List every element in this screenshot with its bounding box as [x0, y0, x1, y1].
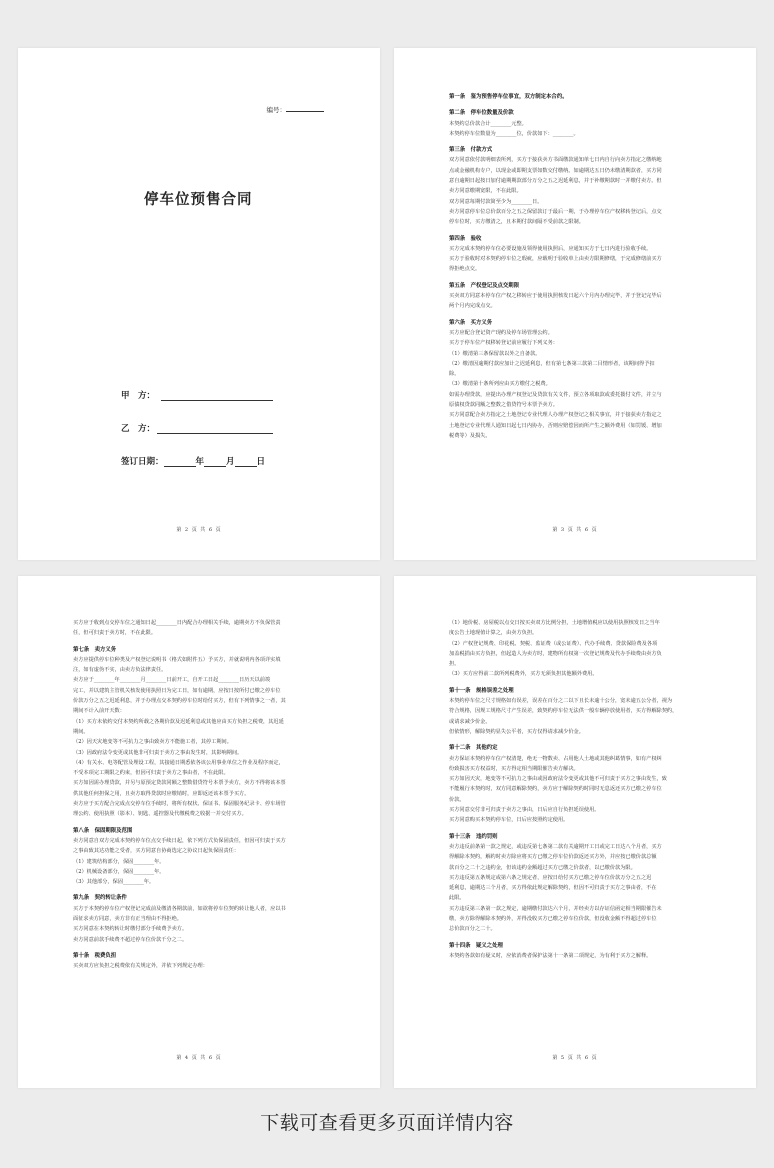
clause-text: 买方违反第五条规定或第六条之规定者，应按日给付买方已缴之停车位价款万分之五之迟: [449, 874, 652, 881]
clause-text: 之事由致其达功能之受者，买方同意自协商选定之协议日起负保固责任：: [73, 848, 240, 855]
clause-text: 买方应配合登记资产现约及停车场管理公约。: [449, 329, 553, 336]
clause-text: （1）买方未依约交付本契约所载之各期价款及迟延利息或其他应由买方负担之税费，其迟延: [73, 718, 284, 725]
clause-text: 此限。: [449, 895, 465, 902]
clause-text: （3）其他部分，保固________年。: [73, 879, 155, 886]
clause-text: 卖方违反前条第一款之规定，或违反第七条第二款有关逾期开工日或完工日达八个月者，买方: [449, 843, 662, 850]
clause-text: 本契约停车位数量为________位，价款如下：________。: [449, 130, 579, 137]
clause-text: 买方于验收时对本契约停车位之瑕疵，应载明于验收单上由卖方限期修缮，于完成修缮前买方: [449, 256, 662, 263]
month-label: 月: [226, 457, 235, 467]
clause-heading: 第十条 税费负担: [73, 952, 117, 959]
clause-text: 卖方同意前款手续费不超过停车位价款千分之二。: [73, 936, 188, 943]
clause-text: 本契约停车位之尺寸规格如有误差，误差在百分之二以下且长未逾十公分，宽未逾五公分者，视为: [449, 698, 673, 705]
clause-text: 土地登记专业代理人通知日起七日内协办，否则应赔偿因而所产生之额外费用（如罚锾、增加: [449, 422, 662, 429]
clause-text: 延利息，逾期达三个月者，买方得依此规定解除契约，但因不可归责于买方之事由者，不在: [449, 885, 657, 892]
page-number: 第 3 页 共 6 页: [552, 527, 598, 533]
serial-blank: [286, 111, 324, 112]
clause-text: 注，如有虚伪不实，由卖方负法律责任。: [73, 667, 167, 674]
clause-text: 买方同意交付非可归责于卖方之事由，日后应自行负担延误使用。: [449, 807, 600, 814]
clause-text: 不能履行本契约时，双方同意解除契约，卖方应于解除契约时同时无息返还买方已缴之停车位: [449, 786, 662, 793]
clause-text: 卖方同意停车位总价款百分之五之保留款订于最后一期，于办理停车位产权移转登记后，点交: [449, 208, 662, 215]
clause-text: 卖方保证本契约停车位产权清楚，绝无一物数卖、占用他人土地或其他纠葛情事，如有产权纠: [449, 755, 662, 762]
page-number: 第 4 页 共 6 页: [176, 1055, 222, 1061]
clause-heading: 第五条 产权登记及点交期限: [449, 282, 520, 289]
year-blank: [164, 458, 196, 467]
party-b-row: [121, 422, 273, 434]
clause-text: 买方同意在本契约转让时缴付部分手续费予卖方。: [73, 926, 188, 933]
clause-text: （2）产权登记规费、印花税、契税、监证费（或公证费）、代办手续费、贷款保险费及各项: [449, 640, 658, 647]
serial-number-field: [267, 105, 325, 114]
clause-text: 意自逾期日起按日加付逾期期款部分万分之五之迟延利息，并于补缴期款时一并缴付卖方。但: [449, 178, 662, 185]
clause-heading: 第十四条 疑义之处理: [449, 942, 503, 949]
clause-text: （4）有关水、电等配管及埋设工程，其接通日期悉依各该公用事业单位之作业及程序而定，: [73, 759, 284, 766]
clause-text: 买方同意购买本契约停车位，日后应按照约定使用。: [449, 817, 569, 824]
clause-text: 双方同意依付款明细表所列，买方于接获卖方书面缴款通知单七日内自行向卖方指定之缴纳地: [449, 157, 662, 164]
clause-text: 理公约、使用执照（影本）、钥匙、遥控器及代缴税费之收据一并交付买方。: [73, 811, 247, 818]
party-b-label: 乙 方：: [121, 424, 156, 434]
clause-text: 买方应于收到点交停车位之通知日起________日内配合办理相关手续，逾期卖方不负保管责: [73, 620, 281, 626]
clause-heading: 第六条 买方义务: [449, 319, 493, 326]
clause-text: 价款万分之五之迟延利息，并于办理点交本契约停车位时给付买方，但有下列情事之一者，其: [73, 698, 286, 705]
party-a-blank: [161, 392, 273, 401]
clause-text: 买卖双方同意本停车位产权之移转应于使用执照核发日起六个月内办理完毕，并于登记完毕后: [449, 293, 662, 300]
clause-text: （2）因天灾地变等不可抗力之事由致卖方不能施工者，其停工期间。: [73, 739, 232, 746]
clause-heading: 第二条 停车位数量及价款: [449, 110, 514, 117]
clause-text: 面征求卖方同意，卖方非有正当理由不得拒绝。: [73, 916, 182, 923]
clause-text: 买卖双方应负担之税费依有关规定外，并依下列规定办理：: [73, 963, 208, 970]
clause-heading: 第四条 验收: [449, 235, 482, 242]
clause-text: 卖方应提供停车位种类及产权登记说明书（格式如附件五）予买方，并就说明内各项详实填: [73, 656, 281, 663]
clause-text: 买方于本契约停车位产权登记完成前及缴清各期款前，如欲将停车位契约转让他人者，应以书: [73, 905, 286, 912]
clause-text: 任，但可归责于卖方时，不在此限。: [73, 630, 157, 637]
contract-page-4: [18, 576, 380, 1088]
clause-text: 双方同意每期付款简至少为________日。: [449, 198, 543, 205]
year-label: 年: [195, 457, 205, 467]
clause-text: 得解除本契约，解约时卖方除应将买方已缴之停车位价款返还买方外，并应按已缴价款总额: [449, 854, 657, 861]
clause-text: （3）买方应得前二款所列税费外，买方无须负担其他额外费用。: [449, 671, 598, 678]
sign-date-label: 签订日期：: [121, 457, 164, 467]
clause-text: 符合规格，因规工规格尺寸产生误差，致契约停车位无法供一般车辆停放使用者，买方得解除契约，: [449, 708, 678, 715]
clause-text: 买方同意配合卖方指定之土地登记专业代理人办理产权登记之相关事宜，并于接获卖方指定之: [449, 412, 662, 419]
clause-text: 缴，卖方除得解除本契约外，并得没收买方已缴之停车位价款，但没收金额不得超过停车位: [449, 916, 657, 923]
clause-text: 卖方应于买方配合完成点交停车位手续时，将所有权状、保证书、保固服务纪录卡、停车场管: [73, 801, 286, 808]
contract-cover-page: [18, 48, 380, 560]
clause-text: 不受本项完工期限之约束，但因可归责于卖方之事由者，不在此限。: [73, 770, 229, 777]
clause-text: 两个月内完成点交。: [449, 303, 496, 310]
clause-text: 本契约总价款合计________元整。: [449, 120, 527, 127]
clause-text: 除。: [449, 371, 460, 378]
contract-page-3: [394, 48, 756, 560]
sign-date-row: [121, 455, 265, 467]
clause-text: 停车位时，买方缴清之，且本期付款间隔不受前款之限制。: [449, 219, 584, 226]
party-b-blank: [157, 425, 273, 434]
clause-heading: 第一条 鉴为预售停车位事宜，双方制定本合约。: [449, 94, 568, 100]
clause-text: （2）缴清因逾期付款应加计之迟延利息，但有第七条第三款第二目情形者，该期间得予扣: [449, 360, 655, 367]
clause-text: 卖方同意缴期宽限，不在此限。: [449, 188, 522, 195]
clause-text: （1）缴清第三条保留款以外之自备款。: [449, 350, 541, 357]
clause-heading: 第九条 契约转让条件: [73, 895, 127, 902]
page-body: [449, 618, 702, 961]
clause-heading: 第七条 卖方义务: [73, 646, 117, 653]
clause-text: 期间。: [73, 728, 89, 735]
clause-text: 纷致损害买方权益时，买方得定相当期限催告卖方解决。: [449, 765, 579, 772]
clause-heading: 第八条 保固期限及范围: [73, 827, 133, 834]
clause-text: 买方完成本契约停车位必要设施及领得使用执照后，应通知买方于七日内进行验收手续。: [449, 245, 652, 252]
clause-text: 供其他任何担保之用，且卖方取得贷款时应缴销时，应即返还该本票予买方。: [73, 790, 250, 797]
clause-heading: 第十三条 违约罚则: [449, 833, 498, 840]
clause-heading: 第十一条 规格误差之处理: [449, 687, 514, 694]
download-more-caption[interactable]: 下载可查看更多页面详情内容: [260, 1112, 514, 1134]
serial-label: 编号：: [266, 106, 286, 114]
clause-text: 但依情形，解除契约显失公平者，买方仅得请求减少价金。: [449, 728, 584, 735]
clause-text: 点或金融机构专户，以现金或即期支票如数交付缴纳。如逾期达五日仍未缴清期款者，买方同: [449, 167, 662, 174]
clause-heading: 第三条 付款方式: [449, 147, 493, 154]
clause-text: （3）因政府法令变更或其他非可归责于卖方之事由发生时，其影响期间。: [73, 749, 243, 756]
clause-text: 本契约各款如有疑义时，应依消费者保护法第十一条第二项规定，为有利于买方之解释。: [449, 952, 652, 959]
clause-text: 期间不计入前开天数：: [73, 708, 125, 715]
clause-text: 卖方应于________年________月________日前开工，自开工日起________日历天以前竣: [73, 677, 271, 684]
day-blank: [235, 458, 257, 467]
page-number: 第 5 页 共 6 页: [552, 1055, 598, 1061]
clause-text: 总价款百分之二十。: [449, 926, 496, 933]
clause-text: 税费等）及损失。: [449, 432, 491, 439]
clause-text: 完工，并以建筑主管机关核发使用执照日为完工日，如有逾期，应按日按所付已缴之停车位: [73, 687, 281, 694]
clause-text: 买方违反第三条第一款之规定，逾期缴付款达六个月，并经卖方以存证信函定相当期限催告未: [449, 905, 662, 912]
clause-text: 价款。: [449, 796, 465, 803]
clause-text: （1）地价税、房屋税以点交日按买卖双方比例分担，土地增值税应以使用执照核发日之当年: [449, 620, 660, 626]
clause-text: 担。: [449, 661, 460, 668]
clause-text: 或请求减少价金。: [449, 718, 491, 725]
clause-text: 加盖税捐由买方负担，但起造人为卖方时，建物所有权第一次登记规费及代办手续费由卖方负: [449, 650, 662, 657]
clause-text: 买方如因天灾，地变等不可抗力之事由或因政府法令变更或其他不可归责于买方之事由发生，致: [449, 776, 667, 783]
clause-text: 买方如因需办理贷款，并另与原预定贷款同额之整数借贷符号本票予卖方，卖方不得将该本票: [73, 780, 286, 787]
contract-page-5: [394, 576, 756, 1088]
page-body: [73, 618, 326, 972]
clause-text: 卖方同意自双方完成本契约停车位点交手续日起，依下列方式负保固责任，但因可归责于买方: [73, 837, 286, 844]
clause-text: （3）缴清第十条所列应由买方缴付之税费。: [449, 381, 551, 388]
contract-title: 停车位预售合同: [144, 191, 253, 208]
clause-text: （2）机械设备部分，保固________年。: [73, 868, 165, 875]
page-number: 第 2 页 共 6 页: [176, 527, 222, 533]
clause-text: 得拒绝点交。: [449, 266, 481, 273]
clause-text: 如需办理贷款，应提出办理产权登记及贷款有关文件，预立各项取款或委托拨付文件，并立与: [449, 391, 662, 398]
month-blank: [204, 458, 226, 467]
clause-text: 原债权贷款同额之整数之借贷符号本票予卖方。: [449, 402, 558, 409]
clause-heading: 第十二条 其他约定: [449, 745, 498, 752]
party-a-label: 甲 方：: [121, 391, 156, 401]
day-label: 日: [256, 457, 266, 467]
clause-text: 买方于停车位产权移转登记前应履行下列义务：: [449, 340, 558, 347]
clause-text: （1）建筑结构部分，保固________年。: [73, 858, 165, 865]
clause-text: 款百分之二十之违约金，但该违约金额超过买方已缴之价款者，以已缴价款为限。: [449, 864, 636, 871]
page-body: [449, 92, 702, 441]
clause-text: 度公告土地现值计算之，由卖方负担。: [449, 630, 538, 637]
party-a-row: [121, 389, 273, 401]
